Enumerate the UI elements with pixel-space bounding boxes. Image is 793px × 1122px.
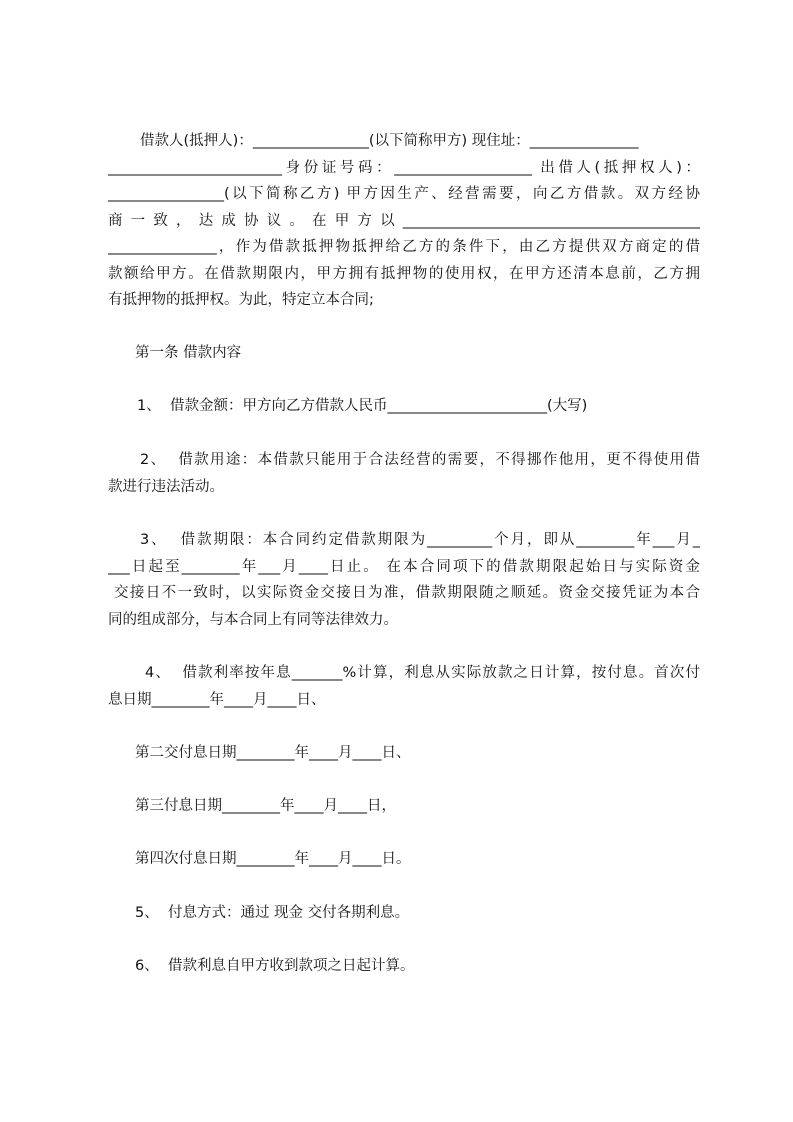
preamble-line: 商一致，达成协议。在甲方以_________________________________________	[108, 213, 700, 229]
preamble-line: _______________，作为借款抵押物抵押给乙方的条件下，由乙方提供双方商定的借	[108, 239, 700, 255]
preamble-line: ________________(以下简称乙方) 甲方因生产、经营需要，向乙方借款。双方经协	[108, 186, 700, 202]
item-1-amount: 1、 借款金额：甲方向乙方借款人民币______________________(大写)	[137, 398, 588, 414]
item-4-interest-cont: 息日期________年____月____日、	[108, 692, 326, 708]
payment-date-2: 第二交付息日期________年____月____日、	[135, 745, 411, 761]
item-3-term: 3、 借款期限：本合同约定借款期限为_________个月，即从________年___月_	[140, 532, 700, 548]
item-3-term-cont: 交接日不一致时，以实际资金交接日为准，借款期限随之顺延。资金交接凭证为本合	[108, 585, 700, 601]
preamble-line: 有抵押物的抵押权。为此，特定立本合同;	[108, 292, 374, 308]
payment-date-4: 第四次付息日期________年____月____日。	[135, 851, 411, 867]
item-2-purpose-cont: 款进行违法活动。	[108, 479, 224, 495]
item-3-term-cont: 同的组成部分，与本合同上有同等法律效力。	[108, 612, 398, 628]
item-6-interest-start: 6、 借款利息自甲方收到款项之日起计算。	[135, 958, 415, 974]
item-5-payment-method: 5、 付息方式：通过 现金 交付各期利息。	[135, 905, 410, 921]
item-3-term-cont: ___日起至________年___月____日止。 在本合同项下的借款期限起始日与实际资金	[108, 559, 700, 575]
payment-date-3: 第三付息日期________年____月____日，	[135, 798, 396, 814]
preamble-line: 款额给甲方。在借款期限内，甲方拥有抵押物的使用权，在甲方还清本息前，乙方拥	[108, 266, 700, 282]
preamble-line: 借款人(抵押人)：________________(以下简称甲方) 现住址：_______________	[140, 133, 639, 149]
article-1-heading: 第一条 借款内容	[135, 345, 242, 361]
item-2-purpose: 2、 借款用途：本借款只能用于合法经营的需要，不得挪作他用，更不得使用借	[140, 452, 700, 468]
preamble-line: ________________________身份证号码：___________________ 出借人(抵押权人)：	[108, 160, 700, 176]
item-4-interest: 4、 借款利率按年息_______%计算，利息从实际放款之日计算，按付息。首次付	[145, 665, 700, 681]
